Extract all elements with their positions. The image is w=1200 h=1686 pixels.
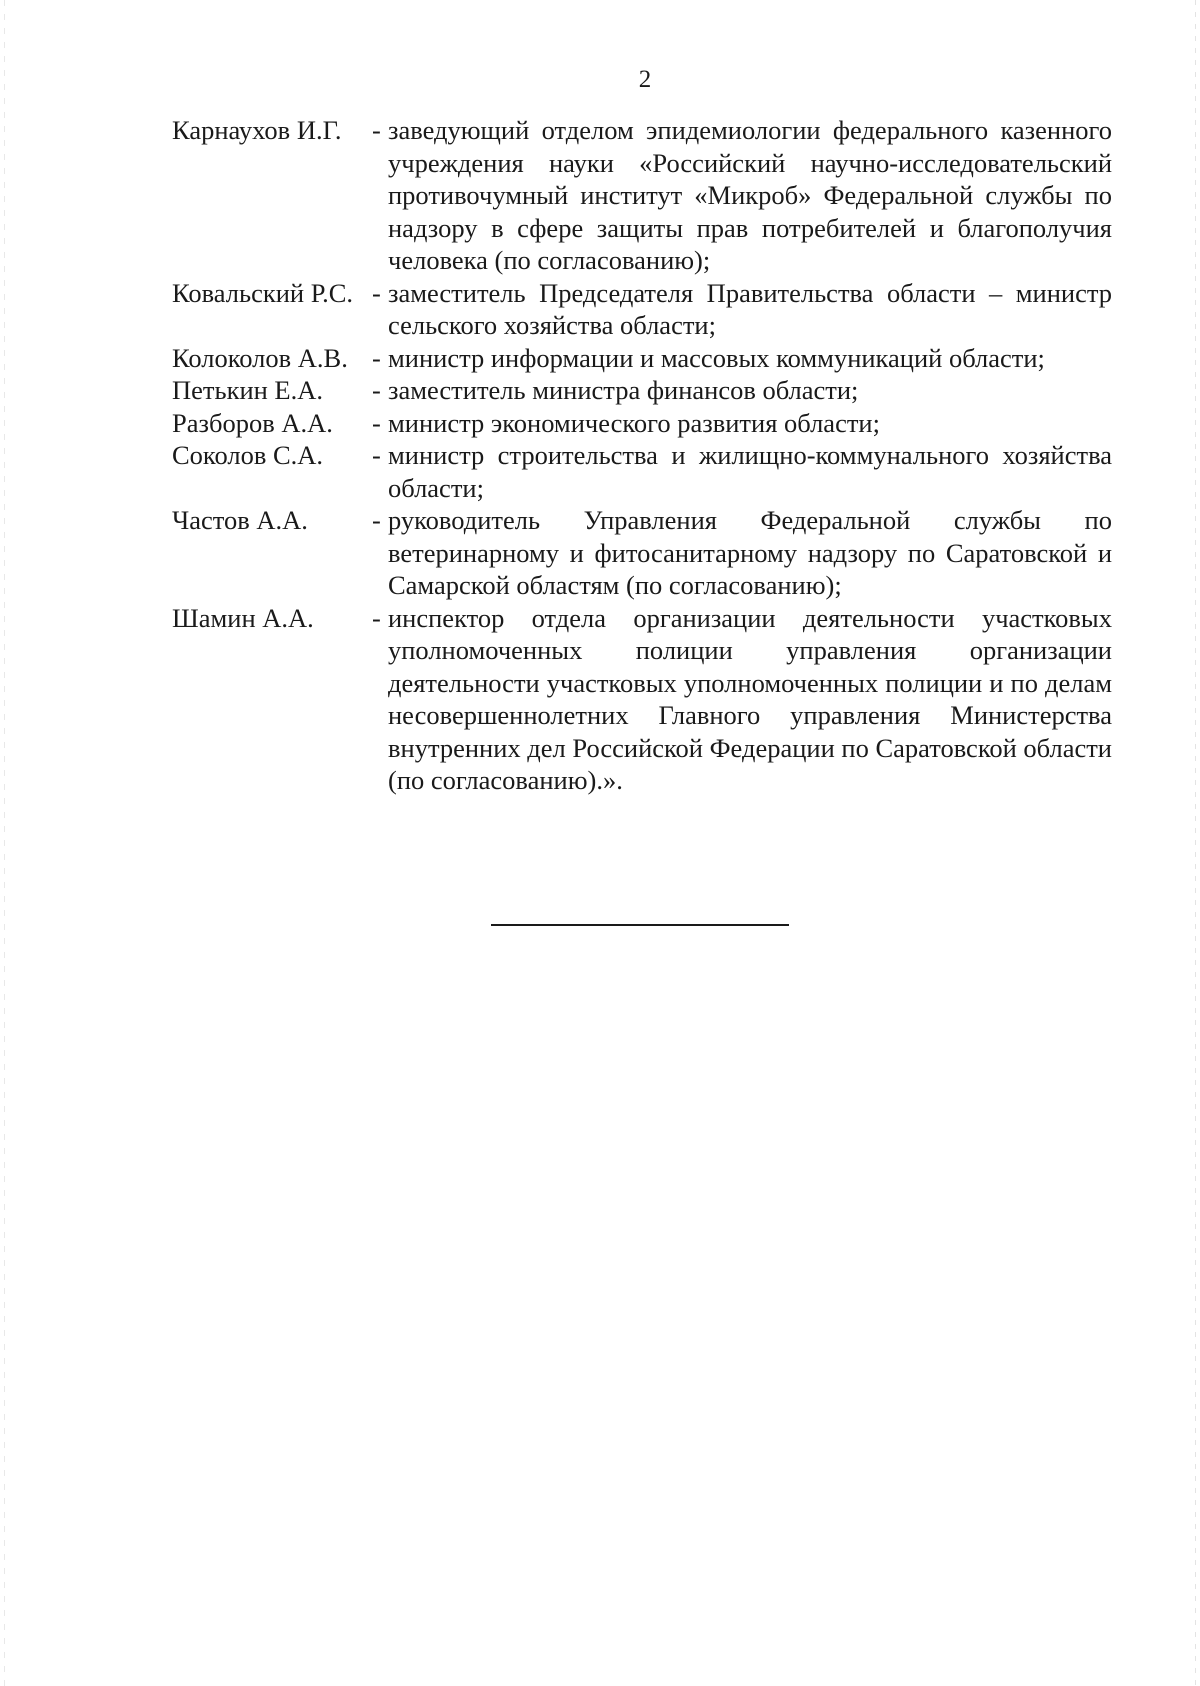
member-name: Соколов С.А. [172,440,324,470]
member-name: Колоколов А.В. [172,342,348,373]
member-entry [172,504,1112,602]
scan-edge-left [4,0,5,1686]
member-role: министр информации и массовых коммуникаций области; [388,342,1045,373]
member-role: министр экономического развития области; [388,407,880,438]
closing-divider-line [491,924,789,926]
member-role: заместитель Председателя Правительства области – министр сельского хозяйства области; [388,277,1112,340]
member-entry [172,439,1112,504]
member-entry [172,342,1112,375]
member-role: заместитель министра финансов области; [388,375,859,405]
page-number: 2 [638,66,652,93]
member-list [172,114,1112,797]
member-dash: - [372,342,381,373]
member-name: Разборов А.А. [172,407,333,438]
member-dash: - [372,375,381,405]
member-role: руководитель Управления Федеральной службы по ветеринарному и фитосанитарному надзору по Саратовской и Самарской областям (по согласованию); [388,505,1112,600]
member-role: инспектор отдела организации деятельности участковых уполномоченных полиции управления организации деятельности участковых уполномоченных полиции и по делам несовершеннолетних Главного управления Министерства внутренних дел Российской Федерации по Саратовской области (по согласованию).». [388,602,1112,795]
member-name: Частов А.А. [172,505,308,535]
member-dash: - [372,115,381,145]
member-entry [172,602,1112,797]
member-role: заведующий отделом эпидемиологии федерального казенного учреждения науки «Российский научно-исследовательский противочумный институт «Микроб» Федеральной службы по надзору в сфере защиты прав потребителей и благополучия человека (по согласованию); [388,115,1112,275]
member-entry [172,277,1112,342]
member-role: министр строительства и жилищно-коммунального хозяйства области; [388,440,1112,503]
member-entry [172,374,1112,407]
member-entry [172,114,1112,277]
member-name: Карнаухов И.Г. [172,115,342,145]
member-name: Петькин Е.А. [172,375,324,405]
scan-edge-right [1195,0,1196,1686]
member-entry [172,407,1112,440]
member-dash: - [372,277,381,308]
member-dash: - [372,440,381,470]
member-dash: - [372,407,381,438]
member-name: Шамин А.А. [172,602,314,633]
member-dash: - [372,505,381,535]
member-name: Ковальский Р.С. [172,277,354,308]
member-dash: - [372,602,381,633]
